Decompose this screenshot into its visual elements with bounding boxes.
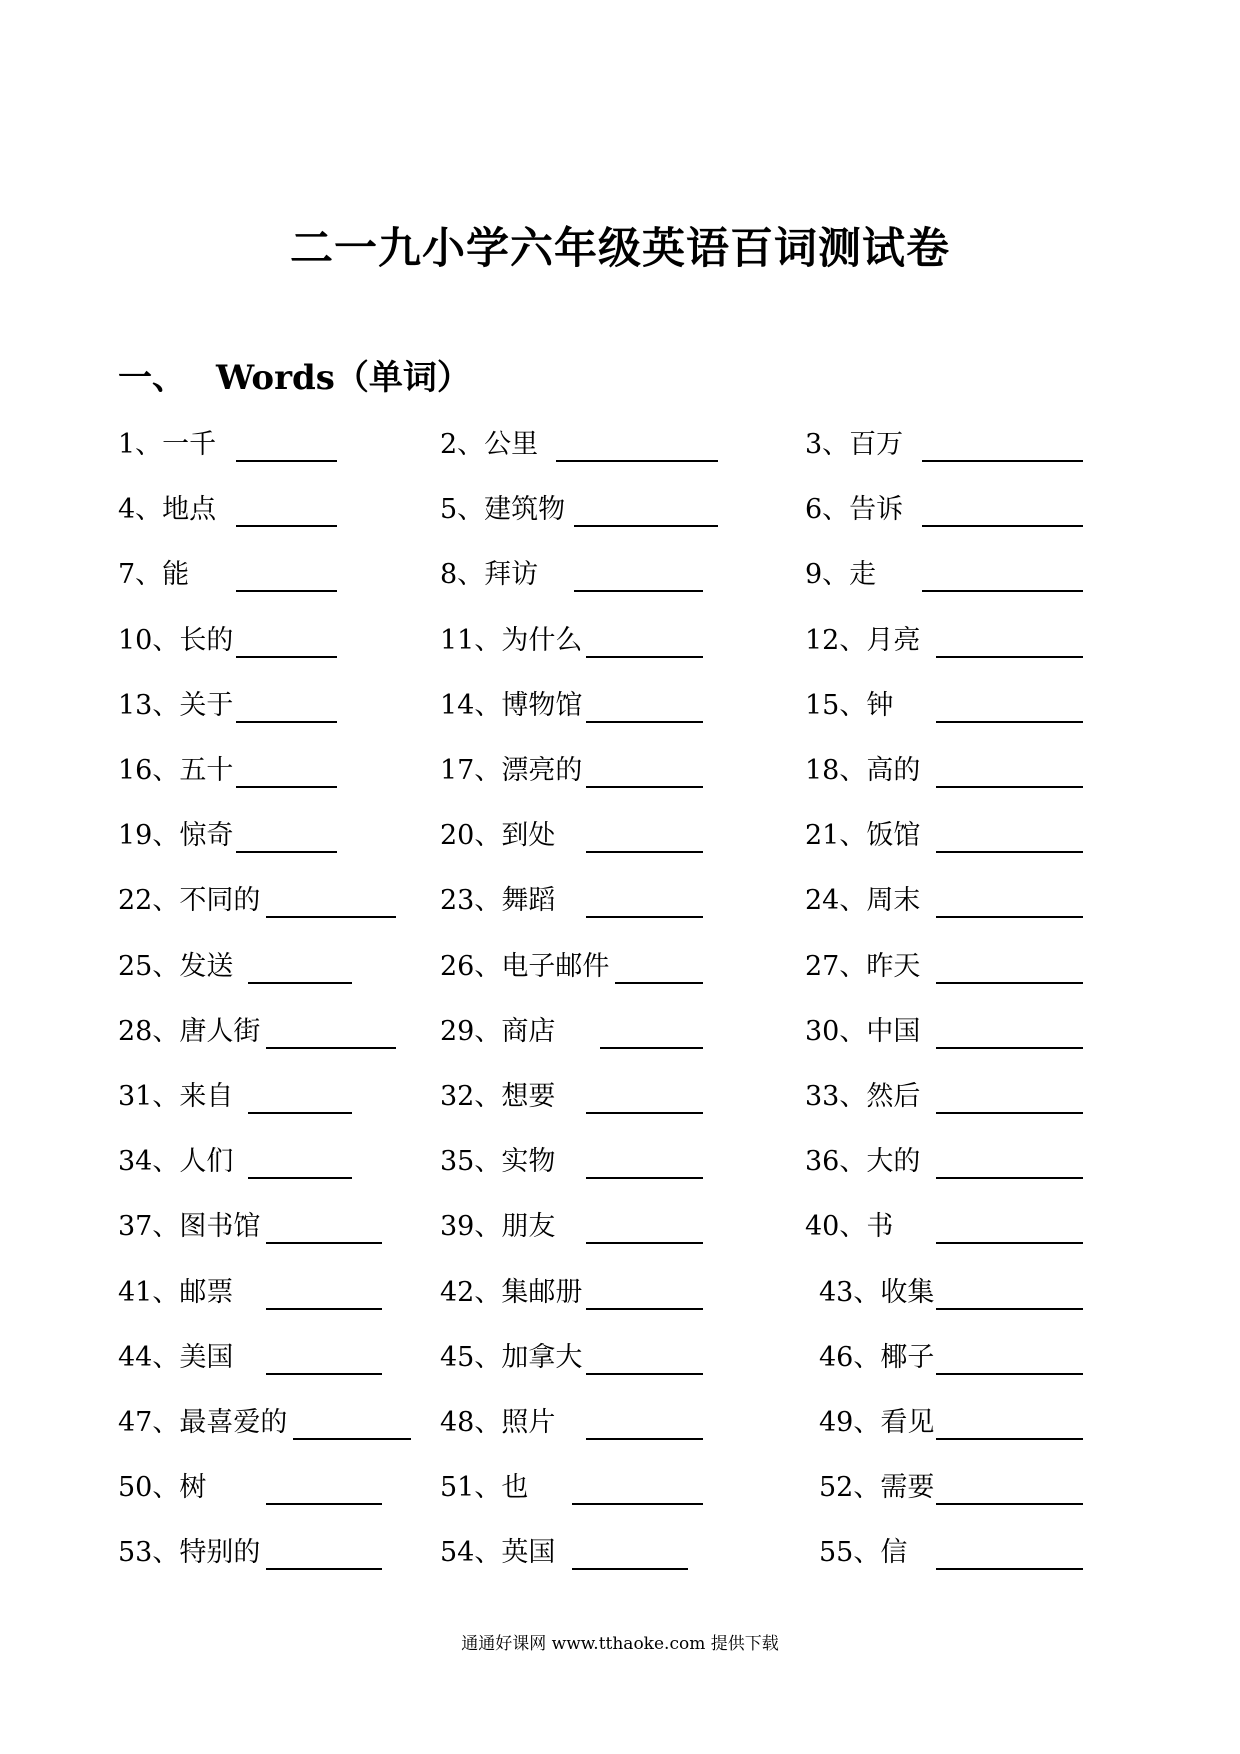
answer-blank[interactable]: [236, 525, 337, 527]
answer-blank[interactable]: [248, 982, 352, 984]
answer-blank[interactable]: [936, 1438, 1083, 1440]
word-prompt: 53、特别的: [118, 1537, 261, 1569]
word-prompt: 41、邮票: [118, 1276, 234, 1308]
word-prompt: 24、周末: [805, 885, 921, 917]
word-prompt: 21、饭馆: [805, 820, 921, 852]
answer-blank[interactable]: [586, 916, 703, 918]
word-item: [805, 688, 1100, 724]
answer-blank[interactable]: [266, 1242, 382, 1244]
answer-blank[interactable]: [922, 525, 1083, 527]
word-prompt: 3、百万: [805, 429, 904, 460]
word-prompt: 16、五十: [118, 755, 234, 786]
word-prompt: 7、能: [118, 559, 190, 591]
word-prompt: 19、惊奇: [118, 820, 234, 852]
answer-blank[interactable]: [266, 1568, 382, 1570]
word-item: [819, 1405, 1100, 1441]
word-prompt: 18、高的: [805, 755, 921, 786]
word-prompt: 46、椰子: [819, 1341, 935, 1373]
answer-blank[interactable]: [936, 721, 1083, 723]
word-prompt: 6、告诉: [805, 494, 904, 526]
answer-blank[interactable]: [293, 1438, 411, 1440]
word-prompt: 36、大的: [805, 1146, 921, 1178]
answer-blank[interactable]: [936, 1242, 1083, 1244]
word-prompt: 47、最喜爱的: [118, 1407, 288, 1438]
answer-blank[interactable]: [266, 1308, 382, 1310]
word-prompt: 10、长的: [118, 624, 234, 656]
answer-blank[interactable]: [236, 721, 337, 723]
answer-blank[interactable]: [600, 1047, 703, 1049]
word-prompt: 14、博物馆: [440, 689, 583, 721]
answer-blank[interactable]: [236, 590, 337, 592]
answer-blank[interactable]: [266, 1047, 396, 1049]
word-prompt: 11、为什么: [440, 624, 583, 656]
word-item: [805, 623, 1100, 659]
answer-blank[interactable]: [586, 1373, 703, 1375]
answer-blank[interactable]: [936, 851, 1083, 853]
word-prompt: 5、建筑物: [440, 494, 566, 526]
word-item: [805, 753, 1100, 789]
answer-blank[interactable]: [936, 1503, 1083, 1505]
word-prompt: 30、中国: [805, 1015, 921, 1047]
word-prompt: 55、信: [819, 1537, 908, 1569]
word-prompt: 54、英国: [440, 1537, 556, 1569]
word-prompt: 23、舞蹈: [440, 885, 556, 917]
word-prompt: 12、月亮: [805, 624, 921, 656]
answer-blank[interactable]: [586, 1177, 703, 1179]
word-prompt: 1、一千: [118, 429, 217, 460]
answer-blank[interactable]: [936, 656, 1083, 658]
word-prompt: 25、发送: [118, 950, 234, 982]
word-item: [805, 492, 1100, 528]
word-item: [805, 1144, 1100, 1180]
word-prompt: 33、然后: [805, 1081, 921, 1112]
word-prompt: 15、钟: [805, 689, 894, 721]
word-prompt: 45、加拿大: [440, 1341, 583, 1373]
word-item: [805, 949, 1100, 985]
answer-blank[interactable]: [586, 1308, 703, 1310]
word-prompt: 52、需要: [819, 1472, 935, 1504]
answer-blank[interactable]: [586, 1438, 703, 1440]
word-item: [805, 1014, 1100, 1050]
answer-blank[interactable]: [248, 1177, 352, 1179]
word-item: [805, 883, 1100, 919]
word-prompt: 40、书: [805, 1211, 894, 1243]
answer-blank[interactable]: [266, 916, 396, 918]
word-prompt: 2、公里: [440, 429, 539, 460]
answer-blank[interactable]: [572, 1503, 703, 1505]
word-prompt: 39、朋友: [440, 1211, 556, 1243]
word-item: [805, 557, 1100, 593]
word-item: [819, 1275, 1100, 1311]
answer-blank[interactable]: [574, 590, 703, 592]
page-title: 二一九小学六年级英语百词测试卷: [290, 224, 950, 274]
answer-blank[interactable]: [236, 656, 337, 658]
word-prompt: 8、拜访: [440, 559, 539, 591]
answer-blank[interactable]: [236, 786, 337, 788]
word-prompt: 49、看见: [819, 1407, 935, 1438]
answer-blank[interactable]: [936, 1308, 1083, 1310]
word-prompt: 34、人们: [118, 1146, 234, 1178]
word-prompt: 20、到处: [440, 820, 556, 852]
word-item: [805, 818, 1100, 854]
answer-blank[interactable]: [615, 982, 703, 984]
word-prompt: 4、地点: [118, 494, 217, 526]
answer-blank[interactable]: [236, 460, 337, 462]
answer-blank[interactable]: [586, 786, 703, 788]
word-prompt: 28、唐人街: [118, 1015, 261, 1047]
word-prompt: 29、商店: [440, 1015, 556, 1047]
word-item: [805, 1079, 1100, 1115]
answer-blank[interactable]: [936, 1112, 1083, 1114]
word-prompt: 50、树: [118, 1472, 207, 1504]
answer-blank[interactable]: [556, 460, 718, 462]
answer-blank[interactable]: [586, 721, 703, 723]
word-prompt: 9、走: [805, 559, 877, 591]
word-prompt: 44、美国: [118, 1341, 234, 1373]
answer-blank[interactable]: [922, 590, 1083, 592]
answer-blank[interactable]: [936, 1177, 1083, 1179]
word-item: [819, 1535, 1100, 1571]
answer-blank[interactable]: [936, 916, 1083, 918]
word-prompt: 37、图书馆: [118, 1211, 261, 1243]
answer-blank[interactable]: [266, 1373, 382, 1375]
answer-blank[interactable]: [236, 851, 337, 853]
answer-blank[interactable]: [936, 1373, 1083, 1375]
answer-blank[interactable]: [586, 1112, 703, 1114]
word-prompt: 35、实物: [440, 1146, 556, 1178]
word-prompt: 43、收集: [819, 1276, 935, 1308]
answer-blank[interactable]: [248, 1112, 352, 1114]
answer-blank[interactable]: [936, 786, 1083, 788]
word-item: [805, 1209, 1100, 1245]
answer-blank[interactable]: [586, 1242, 703, 1244]
word-prompt: 27、昨天: [805, 950, 921, 982]
answer-blank[interactable]: [586, 656, 703, 658]
page-footer: 通通好课网 www.tthaoke.com 提供下载: [461, 1634, 779, 1654]
answer-blank[interactable]: [266, 1503, 382, 1505]
section-number: 一、: [118, 358, 186, 398]
word-prompt: 32、想要: [440, 1081, 556, 1112]
section-title: Words（单词）: [216, 358, 471, 398]
answer-blank[interactable]: [586, 851, 703, 853]
word-prompt: 17、漂亮的: [440, 755, 583, 786]
word-prompt: 31、来自: [118, 1081, 234, 1112]
answer-blank[interactable]: [572, 1568, 688, 1570]
answer-blank[interactable]: [936, 1047, 1083, 1049]
word-prompt: 26、电子邮件: [440, 950, 610, 982]
word-prompt: 13、关于: [118, 689, 234, 721]
answer-blank[interactable]: [922, 460, 1083, 462]
word-prompt: 48、照片: [440, 1407, 556, 1438]
word-prompt: 51、也: [440, 1472, 529, 1504]
answer-blank[interactable]: [574, 525, 718, 527]
answer-blank[interactable]: [936, 982, 1083, 984]
word-item: [819, 1470, 1100, 1506]
answer-blank[interactable]: [936, 1568, 1083, 1570]
word-item: [819, 1340, 1100, 1376]
word-prompt: 42、集邮册: [440, 1276, 583, 1308]
word-prompt: 22、不同的: [118, 885, 261, 917]
word-item: [805, 427, 1100, 463]
